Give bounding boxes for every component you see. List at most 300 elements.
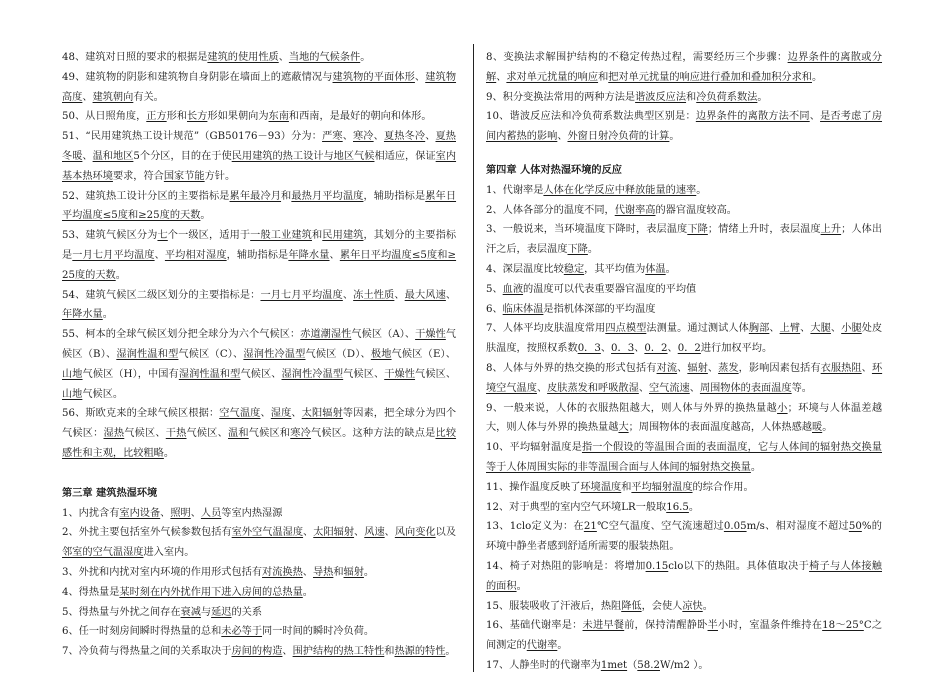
question-text: 进入室内。 xyxy=(143,547,195,559)
answer-blank: 太阳辐射 xyxy=(301,408,343,420)
question-item xyxy=(486,478,882,498)
answer-blank: 对流换热 xyxy=(262,566,303,578)
answer-blank: 七 xyxy=(157,230,168,242)
question-text: 、 xyxy=(282,646,293,658)
answer-blank: 临床体温 xyxy=(502,303,544,315)
question-text: 气候区、 xyxy=(186,428,228,440)
question-text: 、 xyxy=(260,408,271,420)
question-item xyxy=(486,88,882,108)
question-item xyxy=(62,48,456,68)
question-text: 7、冷负荷与得热量之间的关系取决于 xyxy=(62,646,232,658)
answer-blank: 一月七月平均温度 xyxy=(260,289,343,301)
question-text: 处皮肤温度，按照权系数 xyxy=(486,323,883,355)
question-text: 。 xyxy=(516,580,527,592)
answer-blank: 建筑物高度 xyxy=(62,71,457,103)
question-item xyxy=(486,48,882,88)
question-text: 和 xyxy=(281,190,292,202)
question-item xyxy=(486,280,882,300)
question-item xyxy=(62,622,456,642)
question-text: 1、内扰含有 xyxy=(62,507,120,519)
answer-blank: 年降水量 xyxy=(62,309,103,321)
question-text: 和 xyxy=(686,91,697,103)
question-text: 10、谐波反应法和冷负荷系数法典型区别是： xyxy=(486,111,696,123)
answer-blank: 指一个假设的等温围合面的表面温度，它与人体间的辐射热交换量等于人体周围实际的非等温围合面与人体间的辐射热交换量 xyxy=(486,442,882,473)
question-item xyxy=(62,583,456,603)
answer-blank: 年降水量 xyxy=(288,249,330,261)
question-item xyxy=(62,404,456,463)
answer-blank: 长方 xyxy=(187,111,208,123)
question-text: ；周围物体的表面温度越高，人体热感越 xyxy=(628,422,812,434)
question-text: 气候区、 xyxy=(240,368,282,380)
chapter-heading: 第四章 人体对热湿环境的反应 xyxy=(486,164,622,176)
question-text: 和 xyxy=(598,71,609,83)
answer-blank: 边界条件的离散方法不同 xyxy=(695,111,810,123)
question-item xyxy=(62,325,456,404)
question-text: 。 xyxy=(587,244,599,256)
answer-blank: 寒冷 xyxy=(290,428,311,440)
answer-blank: 山地 xyxy=(62,388,83,400)
answer-blank: 皮肤蒸发和呼吸散湿 xyxy=(547,382,639,394)
answer-blank: 凉快 xyxy=(682,600,703,612)
answer-blank: 上臂 xyxy=(779,323,801,335)
answer-blank: 降低 xyxy=(621,600,642,612)
question-text: 。 xyxy=(812,71,823,83)
question-item xyxy=(486,438,882,478)
question-text: 、 xyxy=(154,249,165,261)
question-text: 的关系 xyxy=(231,606,263,618)
question-text: 进行加权平均。 xyxy=(700,343,773,355)
answer-blank: 18～25° xyxy=(822,620,864,632)
answer-blank: 谐波反应法 xyxy=(635,91,687,103)
question-text: 、 xyxy=(600,343,612,355)
section-spacer xyxy=(486,147,882,161)
question-text: ，会使人 xyxy=(641,600,683,612)
question-text: 气候区（E）、 xyxy=(391,348,456,360)
answer-blank: 湿热 xyxy=(103,428,125,440)
question-text: 、 xyxy=(414,71,426,83)
question-text: 气候区。这种方法的缺点是 xyxy=(311,428,436,440)
question-text: ，其划分的主要指标是 xyxy=(62,230,457,261)
answer-blank: 风向变化 xyxy=(394,527,436,539)
question-text: 、 xyxy=(302,566,313,578)
answer-blank: 下降 xyxy=(567,244,588,256)
question-text: 是指机体深部的平均温度 xyxy=(543,303,656,315)
question-text: 。 xyxy=(669,131,680,143)
question-text: 49、建筑物的阴影和建筑物自身阴影在墙面上的遮蔽情况与 xyxy=(62,71,333,83)
question-text: 17、人静坐时的代谢率为 xyxy=(486,659,601,671)
answer-blank: 周围物体的表面温度 xyxy=(699,382,792,394)
answer-blank: 0．2 xyxy=(677,343,701,355)
question-text: 气候区和 xyxy=(248,428,291,440)
question-text: 。 xyxy=(750,461,762,473)
question-item xyxy=(62,226,456,285)
question-text: ，辅助指标是 xyxy=(363,190,426,202)
answer-blank: 极地 xyxy=(370,348,392,360)
question-text: 。 xyxy=(445,646,456,658)
question-text: 、 xyxy=(291,408,302,420)
question-text: 、 xyxy=(82,91,93,103)
question-text: 12、对于典型的室内空气环境LR一般取 xyxy=(486,501,667,513)
answer-blank: 0.05 xyxy=(723,521,747,533)
answer-blank: 环境空气温度 xyxy=(486,362,883,394)
answer-blank: 未进早餐 xyxy=(582,620,625,632)
answer-blank: 严寒 xyxy=(322,131,343,143)
question-item xyxy=(62,187,456,227)
answer-blank: 邻室的空气温湿度 xyxy=(62,547,144,559)
answer-blank: 建筑朝向 xyxy=(92,91,134,103)
answer-blank: 干燥性 xyxy=(415,329,446,341)
question-text: 法测量。通过测试人体 xyxy=(646,323,749,335)
question-text: 。 xyxy=(302,586,313,598)
question-text: 、 xyxy=(354,527,365,539)
question-text: 以及 xyxy=(435,527,457,539)
question-text: 48、建筑对日照的要求的根据是 xyxy=(62,52,208,63)
question-text: 气候区（D）、 xyxy=(305,348,371,360)
question-item xyxy=(62,603,456,623)
question-text: 与 xyxy=(200,606,212,618)
question-text: 。 xyxy=(200,210,211,222)
question-text: 、 xyxy=(342,131,353,143)
question-text: 。 xyxy=(115,269,126,281)
answer-blank: 环境温度 xyxy=(580,481,622,493)
question-text: 、 xyxy=(667,343,678,355)
answer-blank: 民用建筑 xyxy=(322,230,364,242)
question-item xyxy=(486,517,882,557)
answer-blank: 平均辐射温度 xyxy=(631,481,693,493)
question-text: 形和 xyxy=(166,111,188,123)
answer-blank: 边界条件的离散或分解 xyxy=(486,52,883,83)
answer-blank: 胸部 xyxy=(748,323,770,335)
question-text: 4、深层温度比较 xyxy=(486,263,564,275)
question-text: 11、操作温度反映了 xyxy=(486,481,581,493)
answer-blank: 求对单元扰量的响应 xyxy=(506,71,599,83)
question-text: 10、平均辐射温度是 xyxy=(486,442,582,454)
question-text: 的综合作用。 xyxy=(692,481,754,493)
answer-blank: 比较感性和主观，比较粗略 xyxy=(62,428,457,459)
answer-blank: 最热月平均温度 xyxy=(291,190,364,202)
question-text: 。 xyxy=(557,640,568,652)
question-text: 。 xyxy=(102,309,113,321)
answer-blank: 下降 xyxy=(687,224,708,236)
answer-blank: 0．3 xyxy=(577,343,601,355)
answer-blank: 蒸发 xyxy=(718,362,739,374)
answer-blank: 0．3 xyxy=(611,343,635,355)
answer-blank: 冷负荷系数法 xyxy=(696,91,758,103)
question-text: 5、得热量与外扰之间存在 xyxy=(62,606,181,618)
answer-blank: 小 xyxy=(777,402,788,414)
answer-blank: 空气温度 xyxy=(219,408,261,420)
answer-blank: 累年日平均温度≤5度和≥25度的天数 xyxy=(62,190,457,222)
question-text: 、 xyxy=(536,382,548,394)
question-text: 气候区、 xyxy=(343,368,385,380)
question-text: 、 xyxy=(496,71,507,83)
question-text: 8、变换法求解围护结构的不稳定传热过程，需要经历三个步骤： xyxy=(486,52,788,63)
question-text: 2、外扰主要包括室外气候参数包括有 xyxy=(62,527,232,539)
answer-blank: 干燥性 xyxy=(384,368,416,380)
question-text: 个一级区，适用于 xyxy=(167,230,251,242)
question-text: ；情绪上升时，表层温度 xyxy=(707,224,821,236)
answer-blank: 椅子与人体接触的面积 xyxy=(486,560,882,592)
question-text: 、 xyxy=(329,249,340,261)
answer-blank: 16.5 xyxy=(666,501,689,513)
question-text: 6、任一时刻房间瞬时得热量的总和 xyxy=(62,626,222,638)
answer-blank: 室内基本热环境 xyxy=(62,150,457,182)
answer-blank: 衣服热阻 xyxy=(820,362,862,374)
question-text: 56、斯欧克来的全球气候区根据： xyxy=(62,408,220,420)
answer-blank: 太阳辐射 xyxy=(313,527,355,539)
question-text: 、 xyxy=(707,362,719,374)
answer-blank: 血液 xyxy=(502,283,524,295)
answer-blank: 围护结构的热工特性 xyxy=(292,646,385,658)
answer-blank: 外窗日射冷负荷的计算 xyxy=(567,131,670,143)
question-text: 等。 xyxy=(791,382,812,394)
question-item xyxy=(486,260,882,280)
question-text: （ xyxy=(627,659,638,671)
left-column xyxy=(62,48,456,662)
question-text: 、 xyxy=(373,131,384,143)
question-text: 5个分区，目的在于使 xyxy=(133,150,232,162)
question-text: 气候区、 xyxy=(415,368,457,380)
question-text: 要求，符合 xyxy=(112,170,164,182)
question-item xyxy=(62,642,456,662)
question-text: 、 xyxy=(384,527,395,539)
column-divider xyxy=(473,44,474,672)
question-text: 方针。 xyxy=(204,170,236,182)
answer-blank: 0.15 xyxy=(645,560,669,572)
question-text: 和 xyxy=(621,481,632,493)
question-text: 气候区（A）、 xyxy=(351,329,416,341)
question-text: 8、人体与外界的热交换的形式包括有 xyxy=(486,362,657,374)
answer-blank: 湿润性冷温型 xyxy=(281,368,344,380)
question-item xyxy=(486,597,882,617)
answer-blank: 大腿 xyxy=(810,323,831,335)
question-text: 、 xyxy=(809,111,821,123)
question-text: ；人体出汗之后，表层温度 xyxy=(486,224,883,256)
question-text: 气候区。 xyxy=(82,388,124,400)
question-text: m/s、相对湿度不超过 xyxy=(746,521,849,533)
question-text: 55、柯本的全球气候区划分把全球分为六个气候区： xyxy=(62,329,301,341)
answer-blank: 把对单元扰量的响应进行叠加和叠加积分求和 xyxy=(608,71,812,83)
question-text: 气候区（B）、 xyxy=(62,329,457,360)
answer-blank: 风速 xyxy=(364,527,385,539)
question-text: ，辅助指标是 xyxy=(226,249,289,261)
question-text: ；环境与人体温差越大，则人体与外界的换热量越 xyxy=(486,402,883,434)
question-text: 相适应，保证 xyxy=(374,150,436,162)
answer-blank: 小腿 xyxy=(841,323,862,335)
answer-blank: 湿润性温和型 xyxy=(116,348,179,360)
answer-blank: 空气流速 xyxy=(649,382,690,394)
question-text: 、 xyxy=(769,323,780,335)
question-text: 14、椅子对热阻的影响是：将增加 xyxy=(486,560,646,572)
question-text: 3、一般说来，当环境温度下降时，表层温度 xyxy=(486,224,688,236)
answer-blank: 导热 xyxy=(312,566,334,578)
question-text: 1、代谢率是 xyxy=(486,184,544,196)
question-text: 、 xyxy=(445,289,457,301)
question-text: 的温度可以代表重要器官温度的平均值 xyxy=(523,283,697,295)
question-text: 、 xyxy=(689,382,700,394)
answer-blank: 稳定 xyxy=(563,263,585,275)
question-text: C之间测定的 xyxy=(486,620,883,652)
answer-blank: 58.2 xyxy=(637,659,660,671)
section-spacer xyxy=(62,464,456,484)
answer-blank: 辐射 xyxy=(343,566,364,578)
question-text: 3、外扰和内扰对室内环境的作用形式包括有 xyxy=(62,566,263,578)
question-item xyxy=(486,498,882,518)
answer-blank: 21 xyxy=(583,521,597,533)
chapter-heading: 第三章 建筑热湿环境 xyxy=(62,487,158,499)
right-column xyxy=(486,48,882,676)
question-item xyxy=(486,319,882,359)
answer-blank: 体温 xyxy=(645,263,666,275)
question-text: 。 xyxy=(163,447,175,459)
answer-blank: 上升 xyxy=(820,224,842,236)
question-item xyxy=(62,504,456,524)
question-item xyxy=(486,359,882,399)
answer-blank: 最大风速 xyxy=(404,289,446,301)
answer-blank: 1met xyxy=(600,659,628,671)
answer-blank: 国家节能 xyxy=(163,170,205,182)
answer-blank: 当地的气候条件 xyxy=(288,52,361,63)
question-item xyxy=(486,557,882,597)
question-text: 6、 xyxy=(486,303,503,315)
question-text: 前，保持清醒静卧 xyxy=(624,620,708,632)
question-text: 和 xyxy=(384,646,395,658)
question-text: 小时，室温条件维持在 xyxy=(717,620,823,632)
answer-blank: 建筑的使用性质 xyxy=(207,52,279,63)
question-text: 。 xyxy=(665,263,676,275)
answer-blank: 平均相对湿度 xyxy=(164,249,227,261)
answer-blank: 半 xyxy=(707,620,718,632)
question-text: 2、人体各部分的温度不同， xyxy=(486,204,615,216)
question-text: 53、建筑气候区分为 xyxy=(62,230,158,242)
question-text: 气候区（C）、 xyxy=(178,348,244,360)
question-text: 、 xyxy=(190,507,201,519)
question-item xyxy=(62,523,456,563)
answer-blank: 湿润性温和型 xyxy=(178,368,241,380)
answer-blank: 对流 xyxy=(656,362,678,374)
question-text: ，其平均值为 xyxy=(584,263,646,275)
question-text: 和 xyxy=(311,230,323,242)
answer-blank: 赤道潮湿性 xyxy=(300,329,352,341)
question-item xyxy=(486,107,882,147)
question-text: 的器官温度较高。 xyxy=(655,204,737,216)
answer-blank: 湿润性冷温型 xyxy=(243,348,306,360)
question-item xyxy=(486,201,882,221)
question-text: 、 xyxy=(800,323,811,335)
question-item xyxy=(62,107,456,127)
answer-blank: 衰减 xyxy=(180,606,201,618)
answer-blank: 山地 xyxy=(62,368,83,380)
answer-blank: 累年最冷月 xyxy=(229,190,282,202)
question-text: 9、积分变换法常用的两种方法是 xyxy=(486,91,636,103)
question-text: 。 xyxy=(696,184,707,196)
question-text: 、 xyxy=(82,150,93,162)
answer-blank: 建筑物的平面体形 xyxy=(332,71,415,83)
answer-blank: 温和 xyxy=(228,428,249,440)
question-item xyxy=(62,286,456,326)
question-text: ，影响因素包括有 xyxy=(738,362,821,374)
question-item xyxy=(486,181,882,201)
answer-blank: 暖 xyxy=(812,422,823,434)
question-item xyxy=(62,127,456,186)
answer-blank: 辐射 xyxy=(687,362,708,374)
question-text: 、 xyxy=(634,343,645,355)
question-text: 。 xyxy=(360,52,371,63)
question-text: 和西南，是最好的朝向和体形。 xyxy=(288,111,432,123)
question-text: 等因素，把全球分为四个气候区： xyxy=(62,408,457,440)
question-text: 、 xyxy=(557,131,568,143)
answer-blank: 东南 xyxy=(268,111,289,123)
question-text: 52、建筑热工设计分区的主要指标是 xyxy=(62,190,230,202)
question-item xyxy=(62,68,456,108)
question-text: 5、 xyxy=(486,283,503,295)
answer-blank: 正方 xyxy=(146,111,167,123)
question-text: 51、“民用建筑热工设计规范”（GB50176－93）分为： xyxy=(62,131,323,143)
question-text: 和 xyxy=(333,566,344,578)
question-item xyxy=(486,300,882,320)
question-text: 有关。 xyxy=(133,91,164,103)
question-text: 。 xyxy=(822,422,833,434)
question-item xyxy=(486,399,882,439)
question-text: 、 xyxy=(425,131,436,143)
question-text: 。 xyxy=(757,91,768,103)
answer-blank: 温和地区 xyxy=(92,150,134,162)
question-text: clo以下的热阻。具体值取决于 xyxy=(668,560,810,572)
question-text: 、 xyxy=(160,507,171,519)
question-item xyxy=(62,563,456,583)
question-text: 。 xyxy=(688,501,700,513)
answer-blank: 某时刻在内外扰作用下进入房间的总热量 xyxy=(119,586,303,598)
question-item xyxy=(486,656,882,676)
answer-blank: 人员 xyxy=(200,507,222,519)
question-text: 50、从日照角度， xyxy=(62,111,147,123)
answer-blank: 房间的构造 xyxy=(231,646,283,658)
answer-blank: 大 xyxy=(618,422,629,434)
question-text: 9、一般来说，人体的衣服热阻越大，则人体与外界的换热量越 xyxy=(486,402,778,414)
question-text: 、 xyxy=(342,289,354,301)
answer-blank: 热源的特性 xyxy=(394,646,446,658)
question-text: 形如果朝向为 xyxy=(207,111,269,123)
answer-blank: 干热 xyxy=(165,428,187,440)
question-text: 同一时间的瞬时冷负荷。 xyxy=(262,626,375,638)
question-text: 54、建筑气候区二级区划分的主要指标是： xyxy=(62,289,261,301)
question-text: W/m2 ）。 xyxy=(659,659,709,671)
answer-blank: 四点模型 xyxy=(605,323,647,335)
question-text: ℃空气温度、空气流速超过 xyxy=(596,521,724,533)
question-item xyxy=(486,220,882,260)
answer-blank: 夏热冬冷 xyxy=(383,131,426,143)
question-text: 气候区、 xyxy=(124,428,166,440)
question-text: 、 xyxy=(278,52,289,63)
question-text: 15、服装吸收了汗液后，热阻 xyxy=(486,600,622,612)
answer-blank: 一月七月平均温度 xyxy=(72,249,155,261)
question-text: 13、1clo定义为：在 xyxy=(486,521,584,533)
answer-blank: 代谢率 xyxy=(526,640,558,652)
question-text: 气候区（H），中国有 xyxy=(82,368,179,380)
answer-blank: 民用建筑的热工设计与地区气候 xyxy=(231,150,375,162)
question-text: 。 xyxy=(363,566,375,578)
answer-blank: 未必等于 xyxy=(221,626,263,638)
question-text: 7、人体平均皮肤温度常用 xyxy=(486,323,606,335)
answer-blank: 照明 xyxy=(170,507,191,519)
question-text: 、 xyxy=(638,382,649,394)
answer-blank: 人体在化学反应中释放能量的速率 xyxy=(543,184,697,196)
question-text: 、 xyxy=(303,527,314,539)
answer-blank: 夏热冬暖 xyxy=(62,131,456,162)
question-text: %的环境中静坐者感到舒适所需要的服装热阻。 xyxy=(486,521,882,553)
answer-blank: 0．2 xyxy=(644,343,668,355)
question-text: 等室内热湿源 xyxy=(221,507,283,519)
